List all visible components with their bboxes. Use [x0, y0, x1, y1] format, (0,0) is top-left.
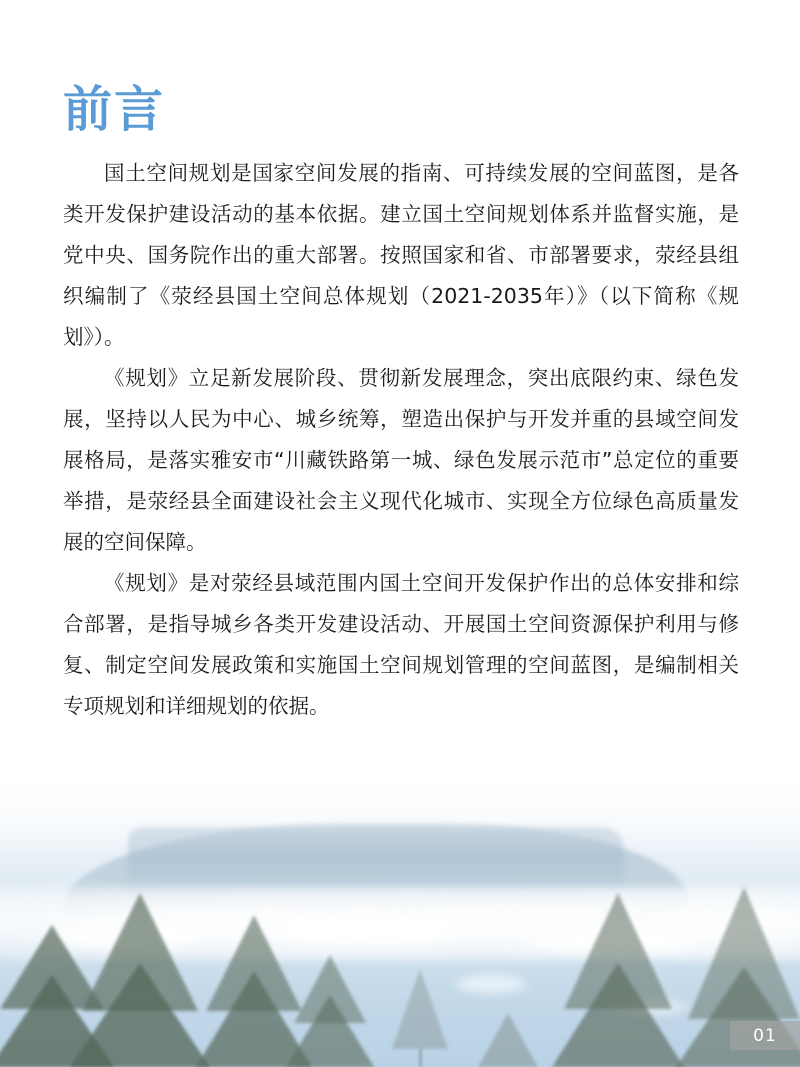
conifer-tree — [286, 955, 374, 1067]
photo-fade-overlay — [0, 737, 800, 857]
conifer-tree — [478, 1013, 538, 1067]
page-number-badge: 01 — [730, 1021, 800, 1050]
cloud-4 — [456, 975, 526, 993]
conifer-tree — [70, 893, 210, 1067]
paragraph: 《规划》是对荥经县域范围内国土空间开发保护作出的总体安排和综合部署，是指导城乡各类开发建设活动、开展国土空间资源保护利用与修复、制定空间发展政策和实施国土空间规划管理的空间蓝图，是编制相关专项规划和详细规划的依据。 — [63, 571, 739, 719]
page-title: 前言 — [63, 81, 166, 138]
paragraph: 《规划》立足新发展阶段、贯彻新发展理念，突出底限约束、绿色发展，坚持以人民为中心、城乡统筹，塑造出保护与开发并重的县域空间发展格局，是落实雅安市“川藏铁路第一城、绿色发展示范市”总定位的重要举措，是荥经县全面建设社会主义现代化城市、实现全方位绿色高质量发展的空间保障。 — [63, 366, 739, 555]
bottom-photo — [0, 737, 800, 1067]
conifer-tree — [552, 893, 684, 1067]
content-column — [63, 81, 739, 727]
bare-sapling — [392, 969, 448, 1067]
paragraph: 国土空间规划是国家空间发展的指南、可持续发展的空间蓝图，是各类开发保护建设活动的基本依据。建立国土空间规划体系并监督实施，是党中央、国务院作出的重大部署。按照国家和省、市部署要求，荥经县组织编制了《荥经县国土空间总体规划（2021-2035年）》（以下简称《规划》）。 — [63, 161, 739, 350]
